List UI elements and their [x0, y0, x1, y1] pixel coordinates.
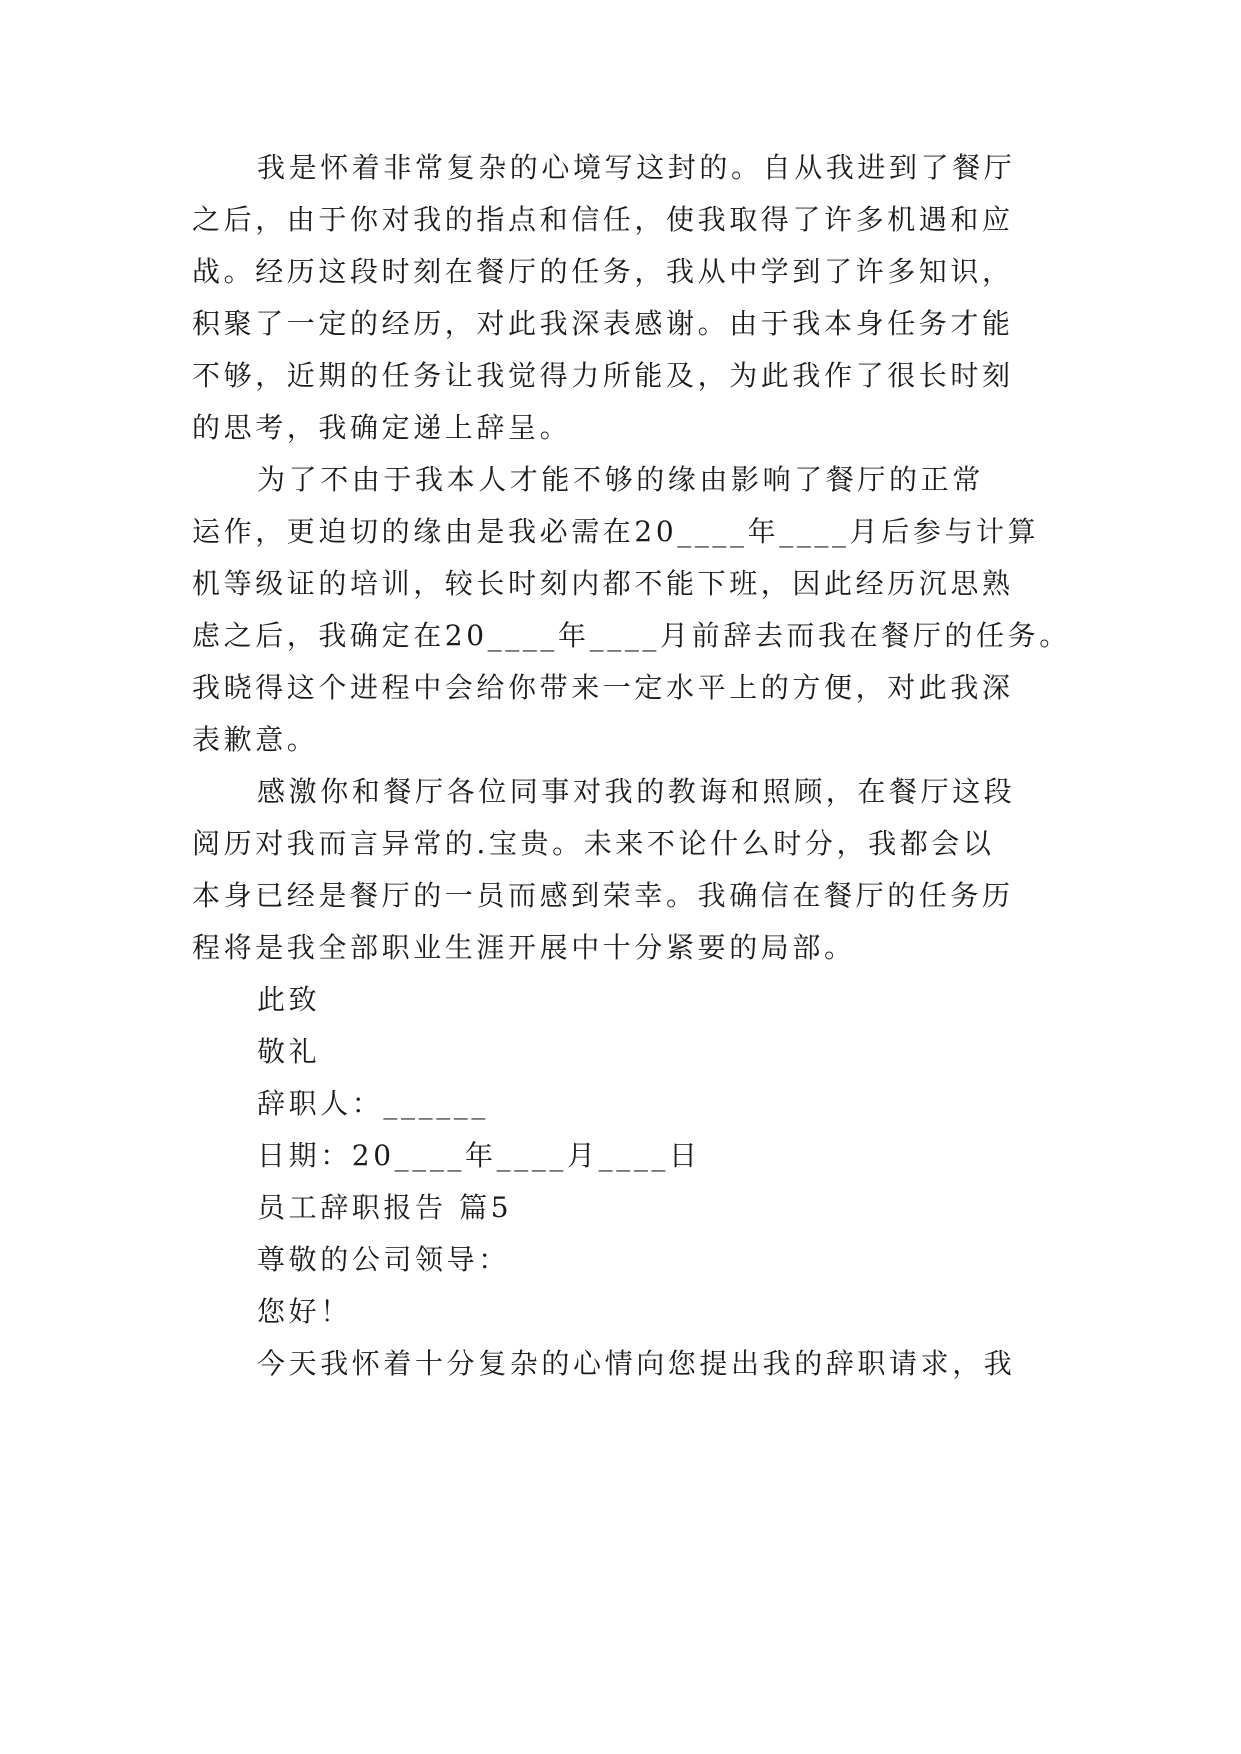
paragraph-3-line-2: 阅历对我而言异常的.宝贵。未来不论什么时分，我都会以 — [192, 827, 995, 860]
paragraph-1-line-3: 战。经历这段时刻在餐厅的任务，我从中学到了许多知识， — [192, 255, 1014, 288]
closing-salutation: 此致 — [257, 983, 321, 1016]
paragraph-2-line-4: 虑之后，我确定在20____年____月前辞去而我在餐厅的任务。 — [192, 619, 1071, 652]
paragraph-1-line-2: 之后，由于你对我的指点和信任，使我取得了许多机遇和应 — [192, 203, 1014, 236]
paragraph-2-line-1: 为了不由于我本人才能不够的缘由影响了餐厅的正常 — [257, 463, 984, 496]
paragraph-3-line-1: 感激你和餐厅各位同事对我的教诲和照顾，在餐厅这段 — [257, 775, 1016, 808]
closing-regards: 敬礼 — [257, 1035, 321, 1068]
resignee-signature-line: 辞职人：______ — [257, 1087, 490, 1120]
paragraph-2-line-2: 运作，更迫切的缘由是我必需在20____年____月后参与计算 — [192, 515, 1040, 548]
paragraph-1-line-4: 积聚了一定的经历，对此我深表感谢。由于我本身任务才能 — [192, 307, 1014, 340]
paragraph-2-line-3: 机等级证的培训，较长时刻内都不能下班，因此经历沉思熟 — [192, 567, 1014, 600]
paragraph-2-line-5: 我晓得这个进程中会给你带来一定水平上的方便，对此我深 — [192, 671, 1014, 704]
paragraph-1-line-1: 我是怀着非常复杂的心境写这封的。自从我进到了餐厅 — [257, 151, 1016, 184]
section-heading: 员工辞职报告 篇5 — [257, 1191, 513, 1224]
paragraph-1-line-6: 的思考，我确定递上辞呈。 — [192, 411, 572, 444]
letter-greeting: 您好！ — [257, 1295, 352, 1328]
letter-body-line-1: 今天我怀着十分复杂的心情向您提出我的辞职请求，我 — [257, 1347, 1016, 1380]
paragraph-1-line-5: 不够，近期的任务让我觉得力所能及，为此我作了很长时刻 — [192, 359, 1014, 392]
letter-recipient: 尊敬的公司领导： — [257, 1243, 510, 1276]
paragraph-3-line-4: 程将是我全部职业生涯开展中十分紧要的局部。 — [192, 931, 856, 964]
paragraph-3-line-3: 本身已经是餐厅的一员而感到荣幸。我确信在餐厅的任务历 — [192, 879, 1014, 912]
date-line: 日期：20____年____月____日 — [257, 1139, 701, 1172]
paragraph-2-line-6: 表歉意。 — [192, 723, 319, 756]
